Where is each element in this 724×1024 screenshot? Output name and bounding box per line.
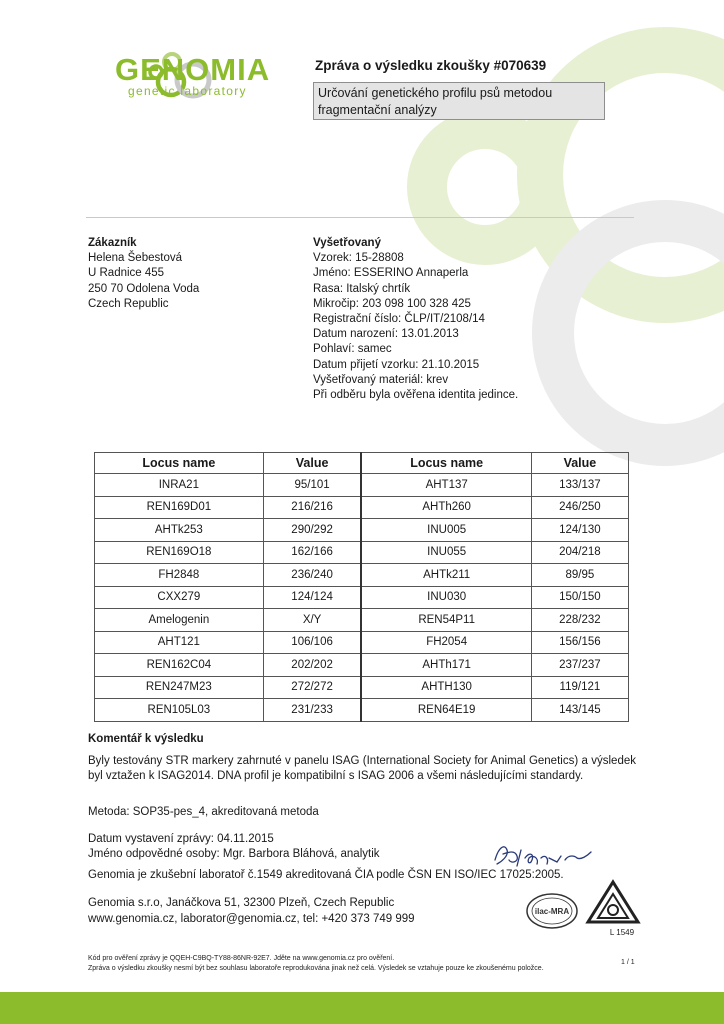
locus-value-cell: 202/202 [263, 654, 361, 677]
column-header: Locus name [95, 453, 264, 474]
locus-name-cell: REN105L03 [95, 699, 264, 722]
examined-line: Rasa: Italský chrtík [313, 282, 411, 295]
page-number: 1 / 1 [621, 959, 635, 966]
column-header: Value [263, 453, 361, 474]
locus-table [94, 452, 629, 722]
table-row [95, 474, 629, 497]
locus-name-cell: REN247M23 [95, 676, 264, 699]
issued-date: Datum vystavení zprávy: 04.11.2015 [88, 833, 274, 845]
locus-name-cell: INRA21 [95, 474, 264, 497]
customer-line: U Radnice 455 [88, 267, 165, 280]
locus-name-cell: REN64E19 [361, 699, 531, 722]
locus-name-cell: CXX279 [95, 586, 264, 609]
locus-value-cell: 124/124 [263, 586, 361, 609]
locus-value-cell: 124/130 [531, 519, 628, 542]
table-row [95, 676, 629, 699]
reproduction-notice: Zpráva o výsledku zkoušky nesmí být bez souhlasu laboratoře reprodukována jinak než celá. Výsledek se vztahuje pouze ke zkoušenému položce. [88, 965, 544, 972]
locus-value-cell: 290/292 [263, 519, 361, 542]
locus-name-cell: AHTh171 [361, 654, 531, 677]
examined-line: Datum přijetí vzorku: 21.10.2015 [313, 358, 480, 371]
footer-green-bar [0, 992, 724, 1024]
report-title: Zpráva o výsledku zkoušky #070639 [315, 58, 547, 73]
customer-line: Helena Šebestová [88, 252, 182, 265]
customer-block [88, 236, 199, 312]
customer-heading: Zákazník [88, 237, 137, 249]
locus-value-cell: 143/145 [531, 699, 628, 722]
locus-name-cell: AHTk253 [95, 519, 264, 542]
table-row [95, 541, 629, 564]
examined-line: Pohlaví: samec [313, 343, 392, 356]
locus-name-cell: REN169O18 [95, 541, 264, 564]
table-header-row [95, 453, 629, 474]
issued-block [88, 832, 380, 862]
examined-line: Mikročip: 203 098 100 328 425 [313, 297, 471, 310]
locus-table-body [95, 474, 629, 722]
customer-line: Czech Republic [88, 297, 169, 310]
company-block [88, 896, 415, 927]
cia-accreditation-badge-icon [584, 878, 642, 938]
locus-name-cell: Amelogenin [95, 609, 264, 632]
locus-name-cell: FH2054 [361, 631, 531, 654]
locus-value-cell: 150/150 [531, 586, 628, 609]
examined-line: Registrační číslo: ČLP/IT/2108/14 [313, 313, 485, 326]
table-row [95, 699, 629, 722]
responsible-person: Jméno odpovědné osoby: Mgr. Barbora Bláhová, analytik [88, 848, 380, 860]
locus-name-cell: INU005 [361, 519, 531, 542]
locus-name-cell: REN54P11 [361, 609, 531, 632]
table-row [95, 519, 629, 542]
locus-value-cell: X/Y [263, 609, 361, 632]
locus-name-cell: REN169D01 [95, 496, 264, 519]
locus-value-cell: 231/233 [263, 699, 361, 722]
examined-line: Vzorek: 15-28808 [313, 252, 404, 265]
verification-code-line: Kód pro ověření zprávy je QQEH-C9BQ-TY88-86NR-92E7. Jděte na www.genomia.cz pro ověření. [88, 955, 395, 962]
table-row [95, 631, 629, 654]
accreditation-line: Genomia je zkušební laboratoř č.1549 akreditovaná ČIA podle ČSN EN ISO/IEC 17025:2005. [88, 869, 564, 881]
comment-body: Byly testovány STR markery zahrnuté v panelu ISAG (International Society for Animal Genetics) a výsledek byl vztažen k ISAG2014. DNA profil je kompatibilní s ISAG 2006 a všemi následujícími standardy. [88, 755, 636, 782]
locus-value-cell: 204/218 [531, 541, 628, 564]
ring-large-gray [553, 221, 724, 445]
locus-value-cell: 162/166 [263, 541, 361, 564]
locus-value-cell: 246/250 [531, 496, 628, 519]
comment-heading: Komentář k výsledku [88, 733, 204, 745]
locus-name-cell: AHT137 [361, 474, 531, 497]
locus-name-cell: AHTk211 [361, 564, 531, 587]
locus-value-cell: 95/101 [263, 474, 361, 497]
company-contact: www.genomia.cz, laborator@genomia.cz, tel: +420 373 749 999 [88, 912, 415, 925]
cia-badge-number: L 1549 [609, 928, 635, 937]
column-header: Locus name [361, 453, 531, 474]
table-row [95, 654, 629, 677]
method-line: Metoda: SOP35-pes_4, akreditovaná metoda [88, 806, 319, 818]
locus-name-cell: REN162C04 [95, 654, 264, 677]
locus-name-cell: AHTH130 [361, 676, 531, 699]
examined-line: Datum narození: 13.01.2013 [313, 328, 459, 341]
table-row [95, 496, 629, 519]
locus-value-cell: 228/232 [531, 609, 628, 632]
report-subtitle: Určování genetického profilu psů metodou fragmentační analýzy [313, 82, 605, 120]
locus-value-cell: 119/121 [531, 676, 628, 699]
customer-line: 250 70 Odolena Voda [88, 282, 200, 295]
locus-name-cell: FH2848 [95, 564, 264, 587]
ilac-badge-text: ilac-MRA [534, 907, 570, 916]
brand-tagline: genetic laboratory [128, 84, 247, 98]
locus-value-cell: 216/216 [263, 496, 361, 519]
locus-name-cell: INU030 [361, 586, 531, 609]
locus-value-cell: 106/106 [263, 631, 361, 654]
examined-block [313, 236, 518, 403]
divider [86, 217, 634, 218]
ilac-mra-badge-icon [524, 890, 580, 932]
brand-name: GENOMIA [115, 52, 271, 87]
locus-value-cell: 89/95 [531, 564, 628, 587]
locus-value-cell: 133/137 [531, 474, 628, 497]
locus-name-cell: INU055 [361, 541, 531, 564]
examined-line: Vyšetřovaný materiál: krev [313, 373, 449, 386]
company-address: Genomia s.r.o, Janáčkova 51, 32300 Plzeň, Czech Republic [88, 897, 395, 909]
table-row [95, 586, 629, 609]
table-row [95, 609, 629, 632]
locus-name-cell: AHTh260 [361, 496, 531, 519]
examined-line: Při odběru byla ověřena identita jedince. [313, 389, 519, 402]
examined-line: Jméno: ESSERINO Annaperla [313, 267, 469, 280]
column-header: Value [531, 453, 628, 474]
footer-notes [88, 954, 544, 974]
locus-name-cell: AHT121 [95, 631, 264, 654]
locus-value-cell: 236/240 [263, 564, 361, 587]
locus-value-cell: 237/237 [531, 654, 628, 677]
signature-icon [487, 836, 597, 872]
locus-value-cell: 272/272 [263, 676, 361, 699]
table-row [95, 564, 629, 587]
locus-value-cell: 156/156 [531, 631, 628, 654]
examined-heading: Vyšetřovaný [313, 237, 381, 249]
